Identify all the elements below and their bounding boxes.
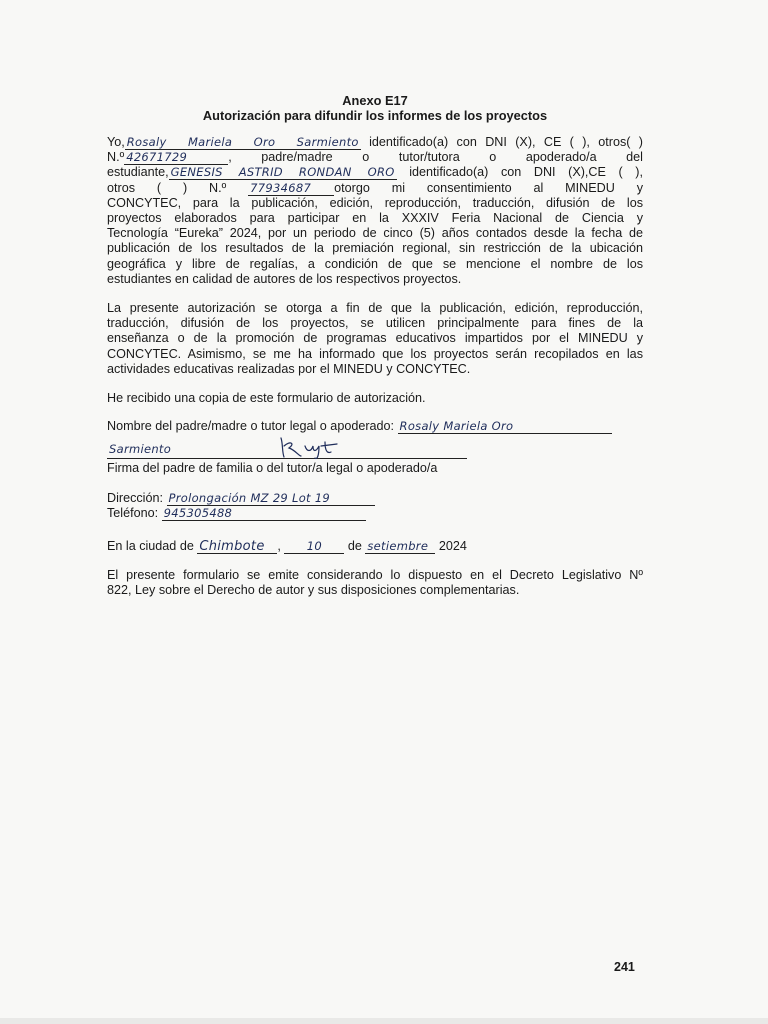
student-name-field[interactable]: GENESIS ASTRID RONDAN ORO [170,165,395,180]
para2-line: La presente autorización se otorga a fin de que la publicación, edición, reproducción, [107,301,643,316]
student-dni-field[interactable]: 77934687 [248,182,334,196]
phone-row [107,506,643,521]
para1-line: proyectos elaborados para participar en la XXXIV Feria Nacional de Ciencia y [107,211,643,226]
address-row [107,491,643,506]
para2-line: actividades educativas realizadas por el MINEDU y CONCYTEC. [107,361,471,376]
legal-note-line: El presente formulario se emite considerando lo dispuesto en el Decreto Legislativo Nº [107,568,643,583]
para1-line: otros ( ) N.º 77934687 otorgo mi consentimiento al MINEDU y [107,180,644,195]
page-number: 241 [614,960,635,974]
authorization-paragraph [107,135,643,287]
phone-label: Teléfono: [107,505,159,520]
phone-field[interactable]: 945305488 [162,507,366,521]
para2-line: traducción, difusión de los proyectos, se utilicen principalmente para fines de la [107,316,643,331]
month-field[interactable]: setiembre [365,540,435,554]
guardian-name-label: Nombre del padre/madre o tutor legal o apoderado: [107,419,395,434]
address-field[interactable]: Prolongación MZ 29 Lot 19 [167,492,375,506]
legal-note-line: 822, Ley sobre el Derecho de autor y sus disposiciones complementarias. [107,583,520,598]
guardian-name-field[interactable]: Rosaly Mariela Oro [398,420,612,434]
parent-dni-field[interactable]: 42671729 [124,151,228,165]
para1-line: geográfica y libre de regalías, a condición de que se mencione el nombre de los [107,256,643,271]
para1-line: estudiante, GENESIS ASTRID RONDAN ORO identificado(a) con DNI (X),CE ( ), [107,165,644,180]
para2-line: enseñanza o de la promoción de programas educativos impartidos por el MINEDU y [107,331,643,346]
signature-label: Firma del padre de familia o del tutor/a legal o apoderado/a [107,461,438,476]
address-label: Dirección: [107,490,163,505]
document-body [107,93,643,599]
day-field[interactable]: 10 [284,540,344,554]
para1-line: Tecnología “Eureka” 2024, por un periodo de cinco (5) años contados desde la fecha de [107,226,643,241]
para1-line: Yo, Rosaly Mariela Oro Sarmiento identificado(a) con DNI (X), CE ( ), otros( ) [107,135,643,149]
para1-line: publicación de los resultados de la premiación regional, sin restricción de la ubicación [107,241,643,256]
place-date-row: En la ciudad de Chimbote , 10 de setiembre 2024 [107,539,467,555]
signature-mark [275,434,345,460]
city-field[interactable]: Chimbote [197,540,277,554]
para2-line: CONCYTEC. Asimismo, se me ha informado que los proyectos serán recopilados en las [107,346,643,361]
para1-line: estudiantes en calidad de autores de los respectivos proyectos. [107,271,462,286]
copy-received-text: He recibido una copia de este formulario de autorización. [107,391,426,406]
document-title: Autorización para difundir los informes de los proyectos [202,108,548,123]
purpose-paragraph [107,301,643,377]
para1-line: CONCYTEC, para la publicación, edición, reproducción, traducción, difusión de los [107,195,643,210]
scan-edge [0,1018,768,1024]
guardian-name-row [107,419,643,434]
signature-line[interactable] [107,440,467,459]
legal-note [107,568,643,598]
parent-name-field[interactable]: Rosaly Mariela Oro Sarmiento [126,135,359,149]
annex-label: Anexo E17 [342,93,408,108]
guardian-name-continued: Sarmiento [109,442,172,457]
para1-line: N.º 42671729 , padre/madre o tutor/tutora o apoderado/a del [107,150,643,165]
